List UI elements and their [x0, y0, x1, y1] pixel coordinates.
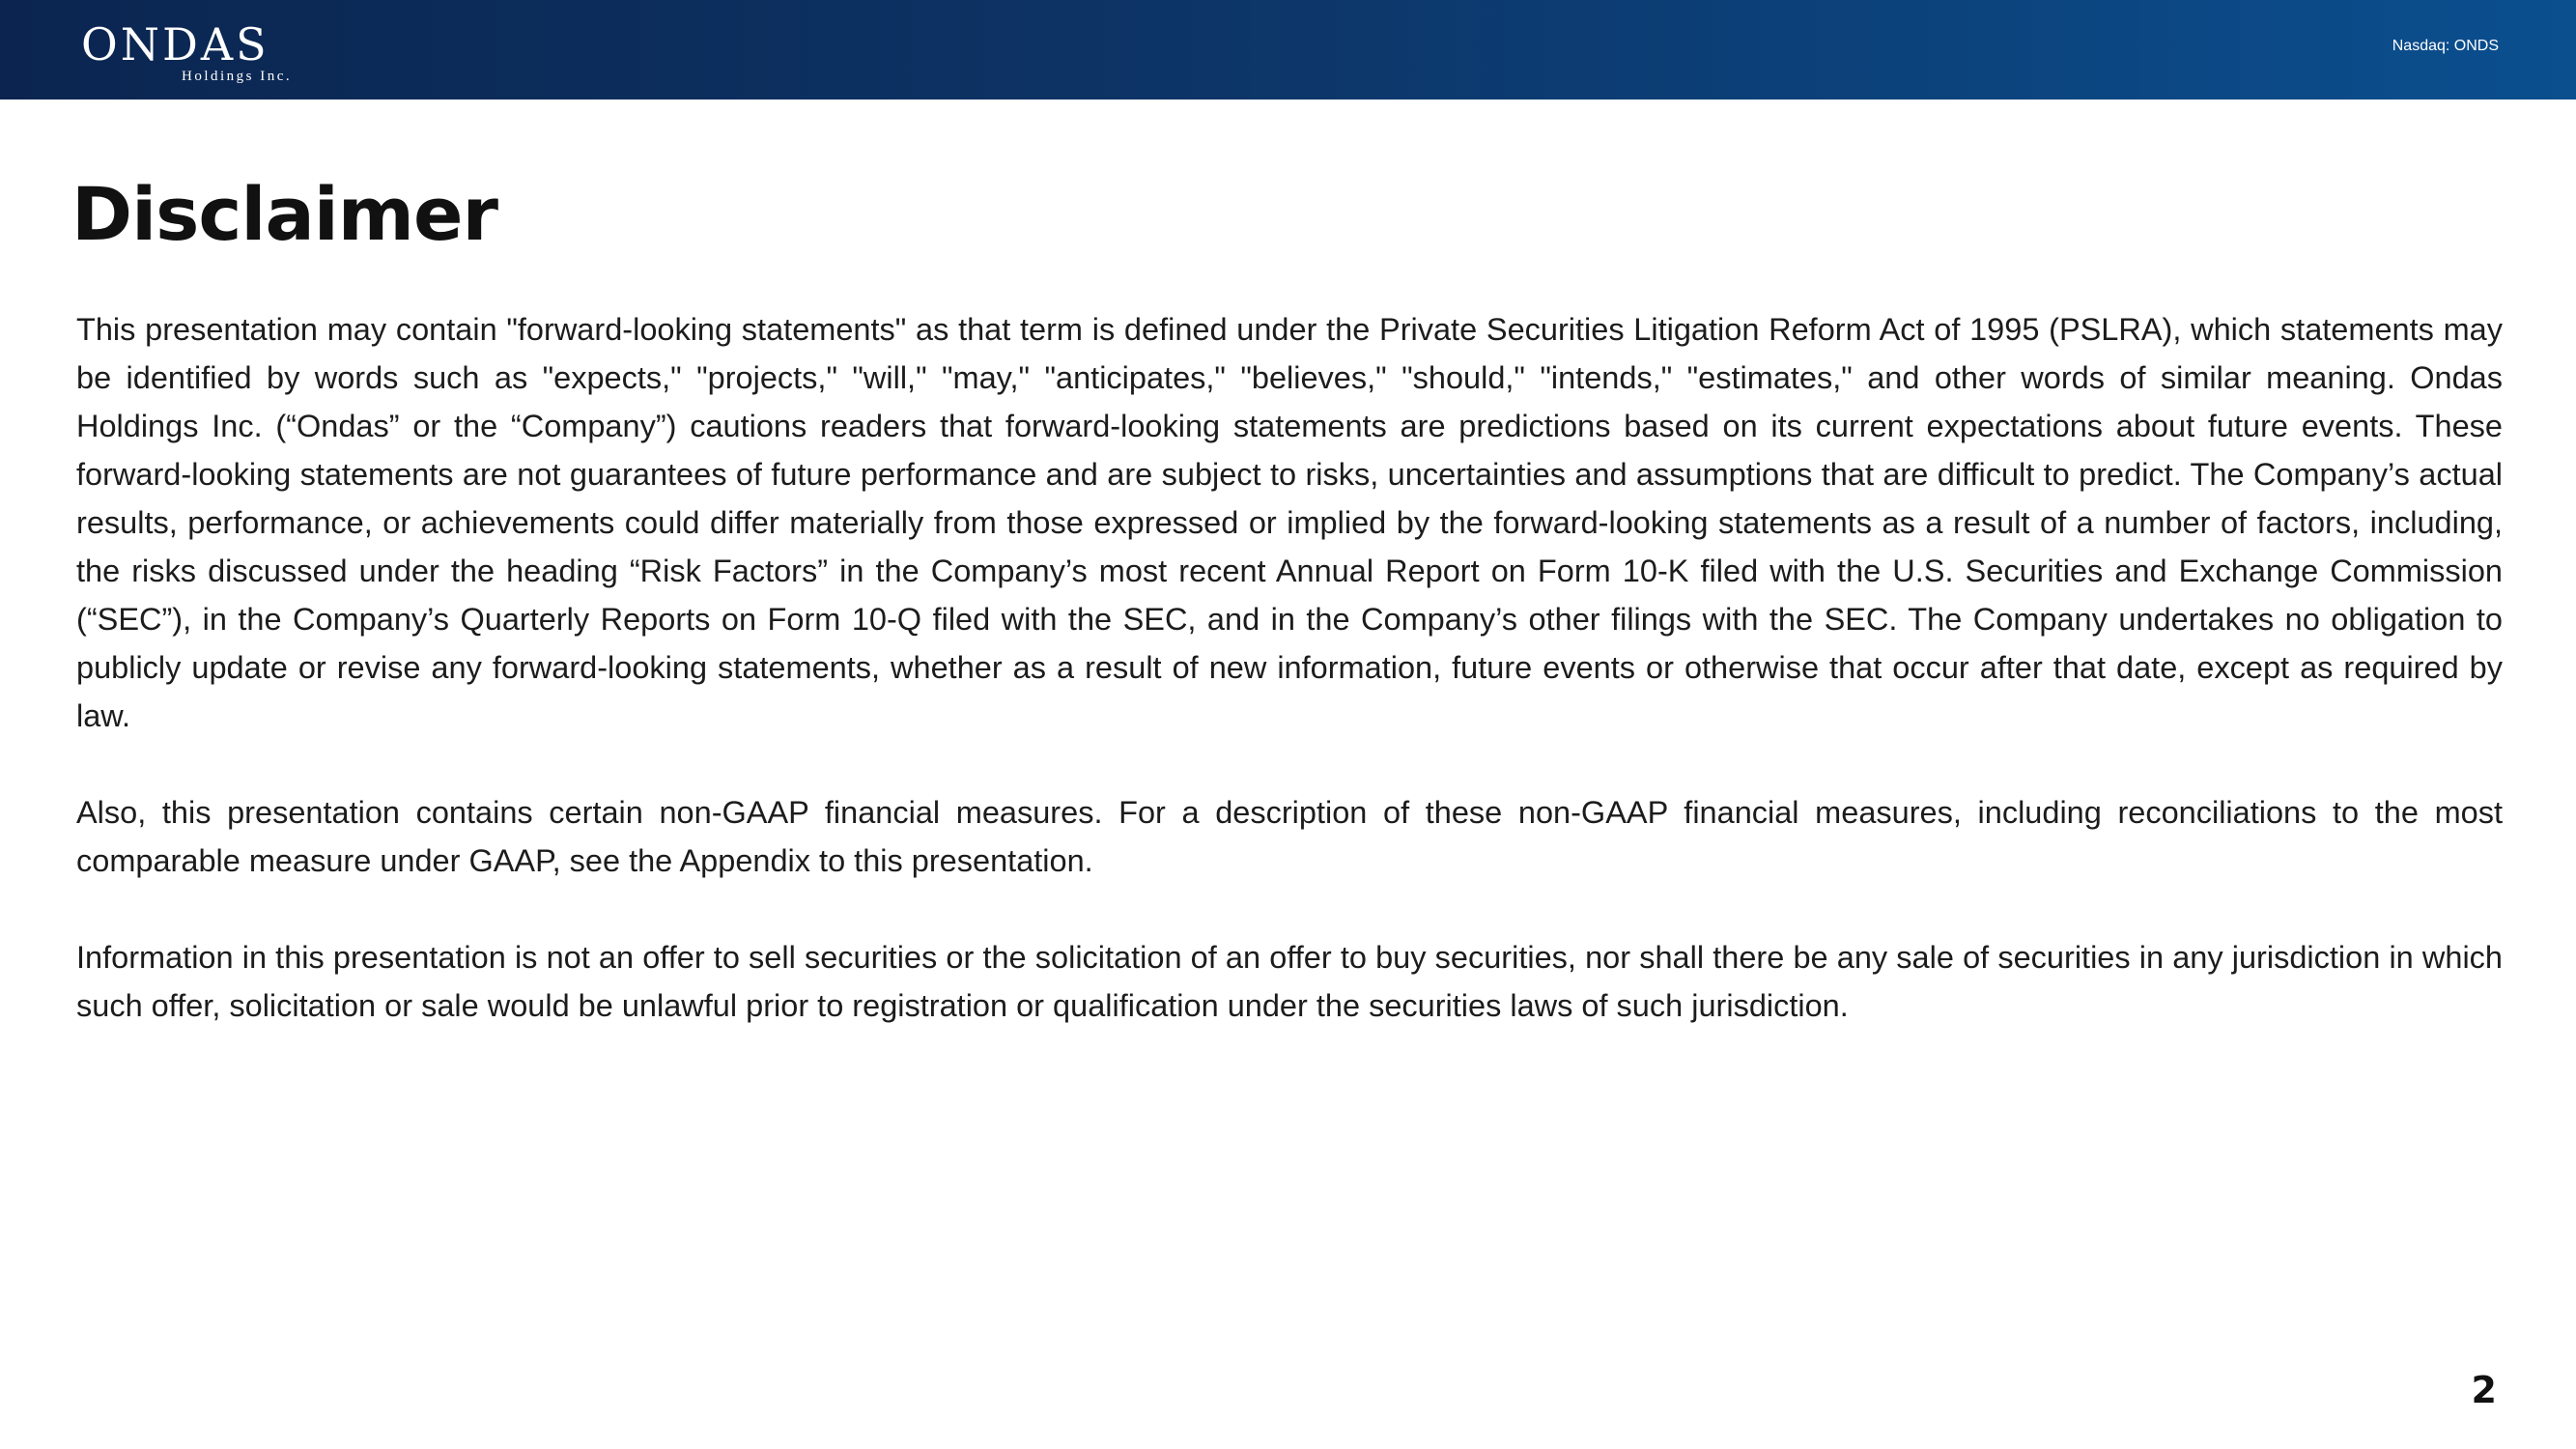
disclaimer-body [76, 305, 2503, 1078]
ondas-logo [81, 18, 294, 84]
header-bar [0, 0, 2576, 99]
page-number: 2 [2471, 1369, 2497, 1411]
paragraph-forward-looking: This presentation may contain "forward-looking statements" as that term is defined under the Private Securities Litigation Reform Act of 1995 (PSLRA), which statements may be identified by words such as "expects," "projects," "will," "may," "anticipates," "believes," "should," "intends," "estimates," and other words of similar meaning. Ondas Holdings Inc. (“Ondas” or the “Company”) cautions readers that forward-looking statements are predictions based on its current expectations about future events. These forward-looking statements are not guarantees of future performance and are subject to risks, uncertainties and assumptions that are difficult to predict. The Company’s actual results, performance, or achievements could differ materially from those expressed or implied by the forward-looking statements as a result of a number of factors, including, the risks discussed under the heading “Risk Factors” in the Company’s most recent Annual Report on Form 10-K filed with the U.S. Securities and Exchange Commission (“SEC”), in the Company’s Quarterly Reports on Form 10-Q filed with the SEC, and in the Company’s other filings with the SEC. The Company undertakes no obligation to publicly update or revise any forward-looking statements, whether as a result of new information, future events or otherwise that occur after that date, except as required by law. [76, 312, 2503, 733]
logo-subtext: Holdings Inc. [182, 69, 293, 84]
ticker-label: Nasdaq: ONDS [2392, 38, 2499, 54]
logo-wordmark: ONDAS [81, 18, 269, 71]
page-title: Disclaimer [71, 171, 498, 257]
paragraph-no-offer: Information in this presentation is not an offer to sell securities or the solicitation of an offer to buy securities, nor shall there be any sale of securities in any jurisdiction in which such offer, solicitation or sale would be unlawful prior to registration or qualification under the securities laws of such jurisdiction. [76, 940, 2503, 1023]
paragraph-non-gaap: Also, this presentation contains certain non-GAAP financial measures. For a description of these non-GAAP financial measures, including reconciliations to the most comparable measure under GAAP, see the Appendix to this presentation. [76, 795, 2503, 878]
